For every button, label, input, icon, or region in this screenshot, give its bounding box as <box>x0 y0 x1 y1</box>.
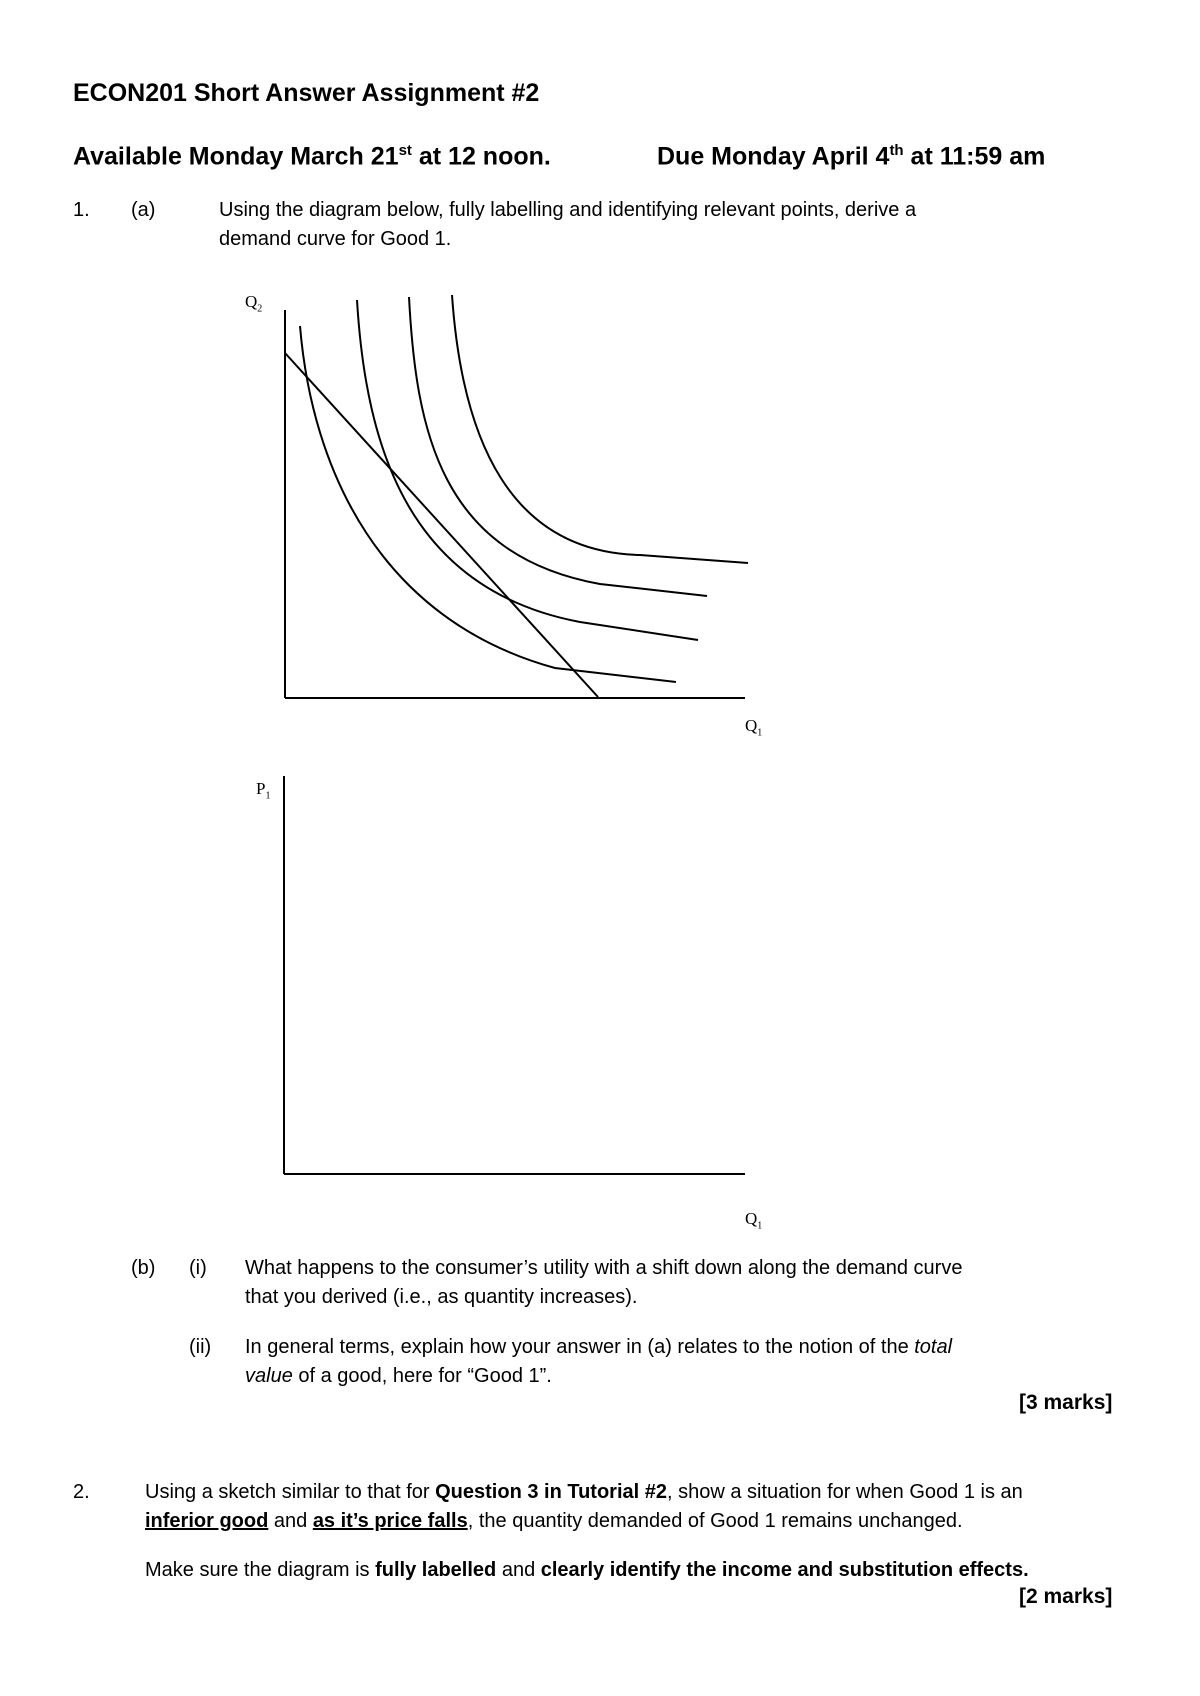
diagram2-x-axis-label: $Q_1$ <box>745 1209 763 1232</box>
available-date: Available Monday March 21st at 12 noon. <box>73 142 551 171</box>
diagram1-y-axis-label: $Q_2$ <box>245 292 263 315</box>
question-1b-i-text-line1: What happens to the consumer’s utility with a shift down along the demand curve <box>245 1257 963 1279</box>
question-1b-ii-text-line2: value of a good, here for “Good 1”. <box>245 1365 552 1387</box>
demand-curve-diagram <box>284 776 745 1174</box>
assignment-title: ECON201 Short Answer Assignment #2 <box>73 79 540 107</box>
question-1a-text-line1: Using the diagram below, fully labelling and identifying relevant points, derive a <box>219 199 917 221</box>
question-1-marks: [3 marks] <box>1019 1391 1113 1414</box>
question-2-line1: Using a sketch similar to that for Question 3 in Tutorial #2, show a situation for when Good 1 is an <box>145 1481 1023 1503</box>
question-1b-i-label: (i) <box>189 1257 207 1279</box>
question-2-line2: inferior good and as it’s price falls, the quantity demanded of Good 1 remains unchanged. <box>145 1510 963 1532</box>
question-1-number: 1. <box>73 199 90 221</box>
diagram1-x-axis-label: $Q_1$ <box>745 716 763 739</box>
question-1a-label: (a) <box>131 199 156 221</box>
question-1b-i-text-line2: that you derived (i.e., as quantity increases). <box>245 1286 638 1308</box>
indifference-curve-4 <box>452 295 748 563</box>
indifference-curve-3 <box>409 297 707 596</box>
question-1a-text-line2: demand curve for Good 1. <box>219 228 452 250</box>
budget-line <box>285 353 598 697</box>
diagram2-y-axis-label: $P_1$ <box>256 779 271 802</box>
question-1b-ii-text-line1: In general terms, explain how your answer in (a) relates to the notion of the total <box>245 1336 953 1358</box>
question-2-number: 2. <box>73 1481 90 1503</box>
question-1b-label: (b) <box>131 1257 156 1279</box>
due-date: Due Monday April 4th at 11:59 am <box>657 142 1046 171</box>
question-1b-ii-label: (ii) <box>189 1336 212 1358</box>
question-2-line3: Make sure the diagram is fully labelled and clearly identify the income and substitution effects. <box>145 1559 1029 1581</box>
question-2-marks: [2 marks] <box>1019 1585 1113 1608</box>
indifference-curve-diagram <box>285 295 748 698</box>
